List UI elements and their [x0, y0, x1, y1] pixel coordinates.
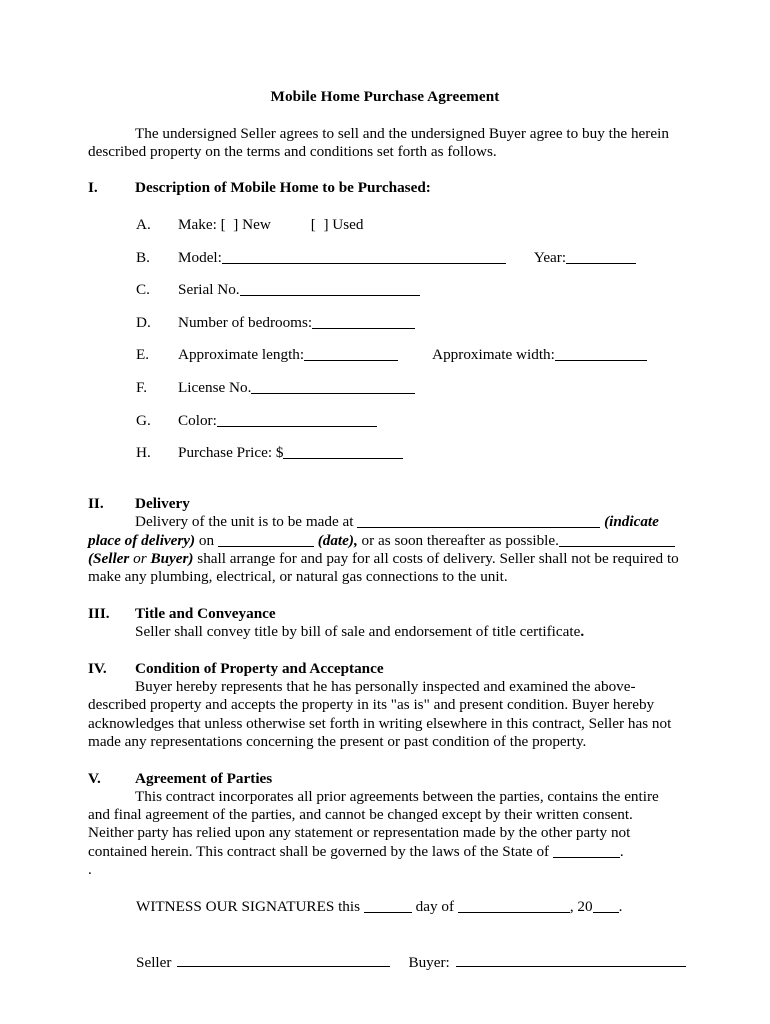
label-serial-no: Serial No.	[178, 281, 240, 299]
year-input[interactable]	[566, 249, 636, 264]
item-body-make	[178, 216, 682, 234]
title-conveyance-text: Seller shall convey title by bill of sale and endorsement of title certificate	[135, 623, 581, 641]
section-three-body	[88, 623, 682, 641]
item-body-bedrooms	[178, 314, 682, 332]
model-input[interactable]	[222, 249, 506, 264]
delivery-text-3: on	[198, 531, 215, 549]
state-input[interactable]	[553, 843, 620, 858]
purchase-price-input[interactable]	[283, 445, 403, 460]
serial-no-input[interactable]	[240, 282, 420, 297]
item-letter-h: H.	[136, 444, 151, 462]
section-numeral-five: V.	[88, 769, 101, 787]
agreement-parties-period: .	[619, 842, 624, 860]
delivery-text-2: (indicate place of delivery)	[88, 513, 659, 549]
label-bedrooms: Number of bedrooms:	[178, 313, 313, 331]
approx-width-input[interactable]	[555, 347, 647, 362]
section-title-two: Delivery	[135, 495, 190, 513]
witness-text-4: .	[618, 897, 623, 915]
section-heading-two	[88, 495, 682, 513]
list-item	[88, 412, 682, 445]
list-item	[88, 444, 682, 477]
item-body-license	[178, 379, 682, 397]
spacer	[88, 879, 682, 897]
item-letter-e: E.	[136, 346, 150, 364]
list-item	[88, 379, 682, 412]
section-title-four: Condition of Property and Acceptance	[135, 659, 384, 677]
section-numeral-three: III.	[88, 604, 110, 622]
label-year: Year:	[533, 248, 567, 266]
spacer	[88, 916, 682, 934]
section-heading-one	[88, 179, 682, 197]
witness-text-3: , 20	[569, 897, 593, 915]
list-item	[88, 281, 682, 314]
color-input[interactable]	[217, 412, 377, 427]
witness-text-2: day of	[415, 897, 455, 915]
item-letter-a: A.	[136, 216, 151, 234]
label-approx-width: Approximate width:	[432, 346, 555, 364]
item-letter-f: F.	[136, 379, 148, 397]
spacer	[88, 161, 682, 179]
section-heading-three	[88, 605, 682, 623]
delivery-date-input[interactable]	[218, 532, 314, 547]
label-make: Make:	[178, 216, 217, 234]
witness-day-input[interactable]	[364, 898, 412, 913]
document-body	[88, 88, 682, 973]
label-license-no: License No.	[178, 379, 252, 397]
spacer	[88, 934, 682, 952]
seller-signature-cell	[136, 953, 390, 973]
item-letter-g: G.	[136, 411, 151, 429]
signature-block	[88, 953, 682, 973]
witness-line	[88, 898, 682, 916]
approx-length-input[interactable]	[304, 347, 398, 362]
item-letter-d: D.	[136, 313, 151, 331]
item-body-color	[178, 412, 682, 430]
label-color: Color:	[178, 411, 217, 429]
spacer	[88, 106, 682, 124]
label-model: Model:	[178, 248, 222, 266]
delivery-text-4: (date),	[317, 531, 358, 549]
spacer	[88, 642, 682, 660]
intro-paragraph: The undersigned Seller agrees to sell and the undersigned Buyer agree to buy the herein described property on the terms and conditions set forth as follows.	[88, 124, 669, 160]
buyer-signature-cell	[408, 953, 685, 973]
item-body-dimensions	[178, 346, 682, 364]
section-title-three: Title and Conveyance	[135, 604, 276, 622]
checkbox-used[interactable]: [ ] Used	[310, 216, 364, 234]
list-item	[88, 346, 682, 379]
section-numeral-one: I.	[88, 179, 98, 197]
spacer	[88, 477, 682, 495]
witness-year-input[interactable]	[593, 898, 619, 913]
spacer	[88, 587, 682, 605]
witness-text-1: WITNESS OUR SIGNATURES this	[136, 897, 361, 915]
page-title: Mobile Home Purchase Agreement	[270, 88, 500, 105]
spacer	[88, 198, 682, 216]
delivery-place-input[interactable]	[357, 514, 600, 529]
list-item	[88, 314, 682, 347]
delivery-text-6b: or	[133, 550, 147, 568]
delivery-text-1: Delivery of the unit is to be made at	[135, 513, 354, 531]
section-five-body	[88, 788, 682, 861]
item-body-model	[178, 249, 682, 267]
spacer	[88, 751, 682, 769]
delivery-party-input[interactable]	[559, 532, 675, 547]
section-numeral-two: II.	[88, 495, 104, 513]
stray-period: .	[88, 861, 92, 879]
buyer-label: Buyer:	[408, 954, 450, 972]
section-numeral-four: IV.	[88, 659, 107, 677]
item-body-price	[178, 444, 682, 462]
section-heading-four	[88, 660, 682, 678]
delivery-text-6a: (Seller	[88, 550, 130, 568]
label-approx-length: Approximate length:	[178, 346, 305, 364]
license-no-input[interactable]	[251, 379, 415, 394]
list-item	[88, 249, 682, 282]
item-letter-b: B.	[136, 248, 150, 266]
label-purchase-price: Purchase Price: $	[178, 444, 284, 462]
agreement-parties-text: This contract incorporates all prior agreements between the parties, contains the entire and final agreement of the parties, and cannot be changed except by their written consent. Neither party has relied upon any statement or representation made by the other party not contained herein. This contract shall be governed by the laws of the State of	[88, 787, 659, 860]
item-letter-c: C.	[136, 281, 150, 299]
seller-signature-input[interactable]	[177, 953, 390, 968]
delivery-text-7: shall arrange for and pay for all costs of delivery. Seller shall not be required to make any plumbing, electrical, or natural gas connections to the unit.	[88, 550, 679, 586]
bedrooms-input[interactable]	[312, 314, 415, 329]
section-four-body: Buyer hereby represents that he has personally inspected and examined the above-described property and accepts the property in its "as is" and present condition. Buyer hereby acknowledges that unless otherwise set forth in writing elsewhere in this contract, Seller has not made any representations concerning the present or past condition of the property.	[88, 678, 672, 750]
buyer-signature-input[interactable]	[456, 953, 686, 968]
witness-month-input[interactable]	[458, 898, 570, 913]
checkbox-new[interactable]: [ ] New	[220, 216, 271, 234]
section-title-five: Agreement of Parties	[135, 769, 273, 787]
item-body-serial	[178, 281, 682, 299]
delivery-text-5: or as soon thereafter as possible.	[361, 531, 559, 549]
title-conveyance-period: .	[580, 623, 585, 641]
list-item	[88, 216, 682, 249]
section-title-one: Description of Mobile Home to be Purchased:	[135, 179, 431, 197]
delivery-text-6c: Buyer)	[150, 550, 194, 568]
seller-label: Seller	[136, 954, 172, 972]
section-heading-five	[88, 770, 682, 788]
section-two-body	[88, 513, 682, 586]
